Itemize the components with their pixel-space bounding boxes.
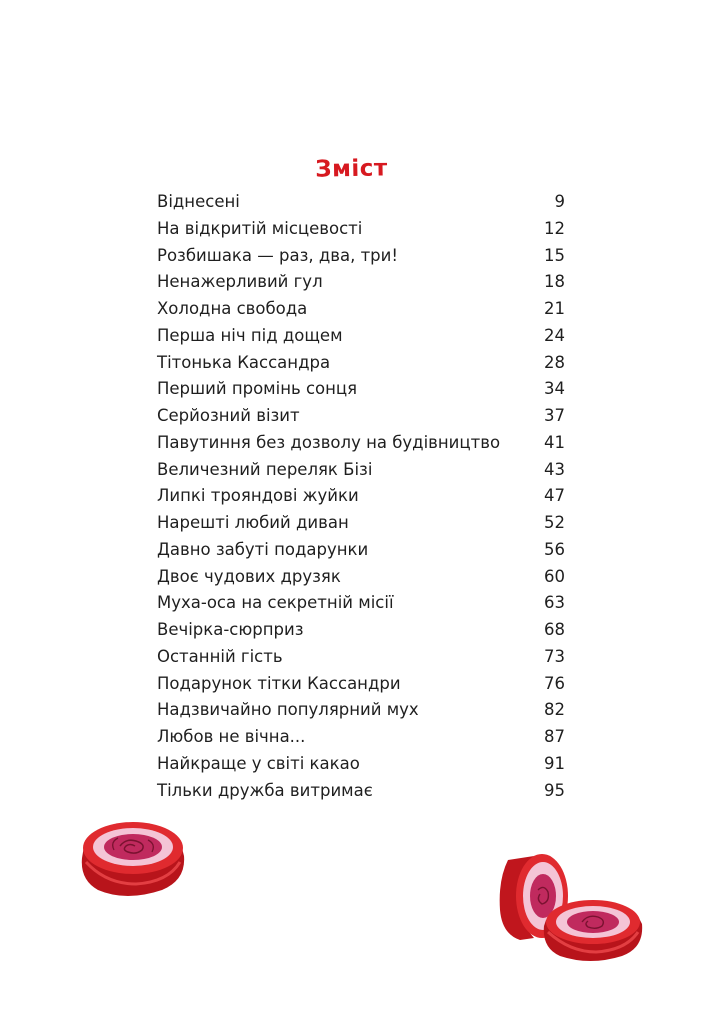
toc-entry	[157, 376, 565, 403]
toc-entry-title: На відкритій місцевості	[157, 218, 363, 238]
toc-entry-title: Найкраще у світі какао	[157, 753, 360, 773]
toc-entry	[157, 564, 565, 591]
toc-entry	[157, 243, 565, 270]
toc-entry	[157, 216, 565, 243]
toc-entry-page-number: 82	[544, 700, 565, 720]
toc-entry-page-number: 9	[554, 192, 565, 211]
toc-entry-title: Нарешті любий диван	[157, 513, 349, 532]
toc-entry-page-number: 37	[544, 406, 565, 425]
toc-entry-page-number: 60	[544, 566, 565, 586]
toc-entry-title: Надзвичайно популярний мух	[157, 700, 419, 720]
toc-entry-page-number: 73	[544, 646, 565, 666]
toc-entry-title: Холодна свобода	[157, 299, 308, 318]
rose-candy-icon	[76, 810, 191, 900]
toc-entry	[157, 697, 565, 724]
toc-entry-title: Муха-оса на секретній місії	[157, 593, 394, 613]
toc-entry-page-number: 52	[544, 513, 565, 532]
toc-entry-page-number: 76	[544, 673, 565, 693]
toc-entry-title: Останній гість	[157, 646, 283, 666]
toc-entry	[157, 323, 565, 350]
toc-entry	[157, 510, 565, 537]
toc-entry-page-number: 56	[544, 539, 565, 559]
toc-entry	[157, 403, 565, 430]
toc-entry-title: Вечірка-сюрприз	[157, 620, 304, 639]
toc-entry	[157, 751, 565, 778]
toc-entry	[157, 537, 565, 564]
toc-entry-title: Тітонька Кассандра	[157, 352, 331, 372]
toc-entry-page-number: 63	[544, 593, 565, 613]
toc-entry-page-number: 34	[544, 379, 565, 399]
toc-entry	[157, 590, 565, 617]
toc-entry-page-number: 15	[544, 245, 565, 265]
toc-entry	[157, 430, 565, 457]
toc-entry	[157, 269, 565, 296]
toc-entry-page-number: 12	[544, 218, 565, 238]
toc-entry-title: Перша ніч під дощем	[157, 325, 343, 345]
toc-entry-title: Тільки дружба витримає	[157, 780, 373, 800]
toc-entry-title: Перший промінь сонця	[157, 379, 358, 399]
toc-entry	[157, 189, 565, 216]
toc-entry-title: Липкі трояндові жуйки	[157, 486, 359, 506]
toc-entry-title: Давно забуті подарунки	[157, 539, 369, 559]
toc-entry-page-number: 95	[544, 780, 565, 800]
toc-entry-page-number: 43	[544, 459, 565, 479]
toc-entry	[157, 350, 565, 377]
toc-entry-page-number: 68	[544, 620, 565, 639]
toc-entry-title: Величезний переляк Бізі	[157, 459, 373, 479]
toc-entry-title: Павутиння без дозволу на будівництво	[157, 432, 501, 452]
toc-entry	[157, 724, 565, 751]
toc-entry	[157, 644, 565, 671]
toc-entry	[157, 457, 565, 484]
toc-entry-title: Двоє чудових друзяк	[157, 566, 341, 586]
toc-entry-page-number: 24	[544, 325, 565, 345]
toc-entry-title: Розбишака — раз, два, три!	[157, 245, 398, 265]
toc-entry-page-number: 21	[544, 299, 565, 318]
toc-entry-page-number: 47	[544, 486, 565, 506]
toc-entry	[157, 671, 565, 698]
toc-entry-title: Серйозний візит	[157, 406, 300, 425]
rose-candy-icon	[540, 892, 645, 964]
table-of-contents	[157, 189, 565, 804]
toc-entry-page-number: 41	[544, 432, 565, 452]
page-title: Зміст	[315, 155, 388, 183]
toc-entry-title: Ненажерливий гул	[157, 272, 323, 292]
toc-entry-title: Віднесені	[157, 192, 240, 211]
toc-entry	[157, 778, 565, 805]
toc-entry-page-number: 87	[544, 727, 565, 746]
toc-entry	[157, 296, 565, 323]
toc-entry-page-number: 28	[544, 352, 565, 372]
toc-entry	[157, 617, 565, 644]
toc-entry	[157, 483, 565, 510]
toc-entry-page-number: 91	[544, 753, 565, 773]
toc-entry-page-number: 18	[544, 272, 565, 292]
toc-entry-title: Подарунок тітки Кассандри	[157, 673, 401, 693]
toc-entry-title: Любов не вічна...	[157, 727, 306, 746]
